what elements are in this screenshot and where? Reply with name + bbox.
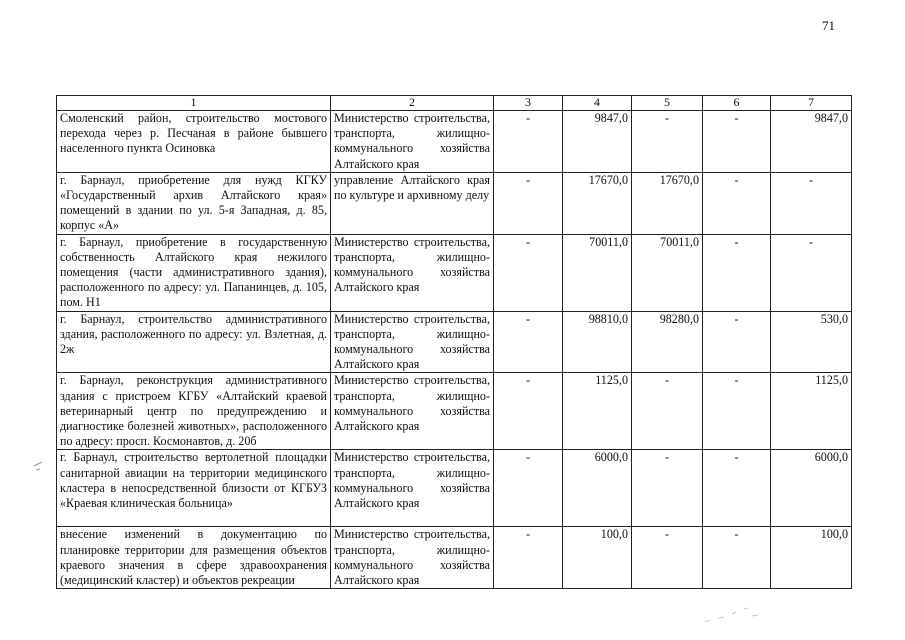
object-cell: г. Барнаул, реконструкция административного здания с пристроем КГБУ «Алтайский краевой ветеринарный центр по предупреждению и диагностике болезней животных», расположенного по адресу: просп. Космонавтов, д. 20б (57, 373, 331, 450)
value-cell-6: - (703, 527, 771, 589)
budget-table (56, 95, 852, 589)
object-cell: внесение изменений в документацию по планировке территории для размещения объектов краевого значения в сфере здравоохранения (медицинский кластер) и объектов рекреации (57, 527, 331, 589)
object-cell: Смоленский район, строительство мостового перехода через р. Песчаная в районе бывшего населенного пункта Осиновка (57, 111, 331, 173)
page-number: 71 (822, 18, 835, 33)
value-cell-5: 98280,0 (632, 311, 703, 373)
value-cell-4: 98810,0 (563, 311, 632, 373)
customer-cell: управление Алтайского края по культуре и архивному делу (331, 172, 494, 234)
value-cell-4: 17670,0 (563, 172, 632, 234)
value-cell-7: - (771, 234, 852, 311)
value-cell-5: 17670,0 (632, 172, 703, 234)
value-cell-4: 6000,0 (563, 450, 632, 527)
value-cell-6: - (703, 111, 771, 173)
value-cell-3: - (494, 373, 563, 450)
value-cell-7: 530,0 (771, 311, 852, 373)
table-row (57, 234, 852, 311)
value-cell-6: - (703, 172, 771, 234)
object-cell: г. Барнаул, строительство вертолетной площадки санитарной авиации на территории медицинского кластера в непосредственной близости от КГБУЗ «Краевая клиническая больница» (57, 450, 331, 527)
value-cell-3: - (494, 172, 563, 234)
value-cell-3: - (494, 527, 563, 589)
value-cell-5: - (632, 111, 703, 173)
column-header: 1 (57, 96, 331, 111)
table-row (57, 172, 852, 234)
value-cell-6: - (703, 373, 771, 450)
object-cell: г. Барнаул, приобретение в государственную собственность Алтайского края нежилого помещения (части административного здания), расположенного по адресу: ул. Папанинцев, д. 105, пом. Н1 (57, 234, 331, 311)
value-cell-7: 6000,0 (771, 450, 852, 527)
table-row (57, 311, 852, 373)
value-cell-3: - (494, 311, 563, 373)
value-cell-6: - (703, 311, 771, 373)
value-cell-5: - (632, 373, 703, 450)
value-cell-7: - (771, 172, 852, 234)
value-cell-7: 9847,0 (771, 111, 852, 173)
scan-artifact (32, 452, 52, 472)
customer-cell: Министерство строительства, транспорта, жилищно-коммунального хозяйства Алтайского края (331, 234, 494, 311)
object-cell: г. Барнаул, строительство административного здания, расположенного по адресу: ул. Взлетная, д. 2ж (57, 311, 331, 373)
value-cell-4: 1125,0 (563, 373, 632, 450)
column-header: 7 (771, 96, 852, 111)
scan-artifact (700, 600, 780, 630)
customer-cell: Министерство строительства, транспорта, жилищно-коммунального хозяйства Алтайского края (331, 373, 494, 450)
column-header: 4 (563, 96, 632, 111)
value-cell-5: - (632, 527, 703, 589)
value-cell-6: - (703, 234, 771, 311)
value-cell-3: - (494, 234, 563, 311)
value-cell-4: 100,0 (563, 527, 632, 589)
table-row (57, 111, 852, 173)
customer-cell: Министерство строительства, транспорта, жилищно-коммунального хозяйства Алтайского края (331, 311, 494, 373)
customer-cell: Министерство строительства, транспорта, жилищно-коммунального хозяйства Алтайского края (331, 450, 494, 527)
column-header: 5 (632, 96, 703, 111)
value-cell-5: - (632, 450, 703, 527)
value-cell-6: - (703, 450, 771, 527)
table-row (57, 527, 852, 589)
table-row (57, 373, 852, 450)
value-cell-7: 1125,0 (771, 373, 852, 450)
customer-cell: Министерство строительства, транспорта, жилищно-коммунального хозяйства Алтайского края (331, 527, 494, 589)
value-cell-5: 70011,0 (632, 234, 703, 311)
value-cell-4: 9847,0 (563, 111, 632, 173)
object-cell: г. Барнаул, приобретение для нужд КГКУ «Государственный архив Алтайского края» помещений в здании по ул. 5-я Западная, д. 85, корпус «А» (57, 172, 331, 234)
column-header: 6 (703, 96, 771, 111)
column-header: 2 (331, 96, 494, 111)
column-header: 3 (494, 96, 563, 111)
value-cell-4: 70011,0 (563, 234, 632, 311)
value-cell-7: 100,0 (771, 527, 852, 589)
value-cell-3: - (494, 111, 563, 173)
table-header-row (57, 96, 852, 111)
table-row (57, 450, 852, 527)
value-cell-3: - (494, 450, 563, 527)
customer-cell: Министерство строительства, транспорта, жилищно-коммунального хозяйства Алтайского края (331, 111, 494, 173)
